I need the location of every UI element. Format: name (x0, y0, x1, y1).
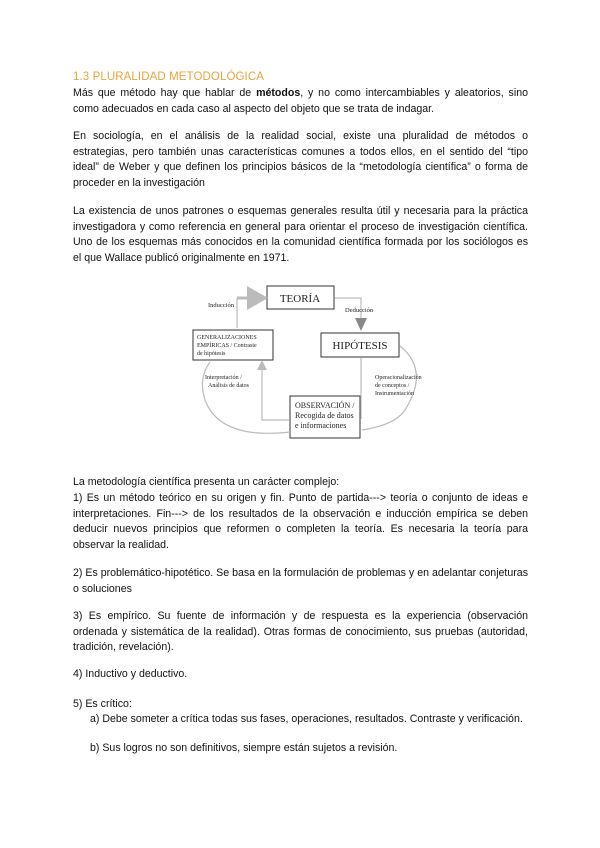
paragraph-sociologia: En sociología, en el análisis de la realidad social, existe una pluralidad de métodos o estrategias, pero también unas características comunes a todos ellos, en el sentido del “tipo ideal” de Weber y que definen los principios básicos de la “metodología científica” o forma de proceder en la investigación (73, 130, 528, 189)
list-item-5a: a) Debe someter a crítica todas sus fases, operaciones, resultados. Contraste y verificación. (90, 713, 523, 725)
operacionalizacion-line2: de conceptos / (375, 383, 410, 389)
paragraph-esquemas: La existencia de unos patrones o esquemas generales resulta útil y necesaria para la práctica investigadora y como referencia en general para orientar el proceso de investigación científica. Uno de los esquemas más conocidos en la comunidad científica formada por los sociólogos es el que Wallace publicó originalmente en 1971. (73, 205, 528, 264)
observacion-line3: e informaciones (295, 421, 347, 430)
deduccion-label: Deducción (345, 307, 374, 314)
arrow-deduccion-head (355, 318, 367, 331)
operacionalizacion-line1: Operacionalización (375, 375, 422, 381)
p1-text-after: , y no como intercambiables y aleatorios, sino como adecuados en cada caso al aspecto del objeto que se trata de indagar. (73, 87, 528, 115)
interpretacion-line2: Análisis de datos (208, 383, 249, 389)
interpretacion-line1: Interpretación / (205, 375, 242, 381)
section-heading: 1.3 PLURALIDAD METODOLÓGICA (73, 71, 265, 83)
generalizaciones-line2: EMPÍRICAS / Contraste (197, 343, 257, 349)
generalizaciones-line3: de hipótesis (197, 351, 226, 357)
list-item-2: 2) Es problemático-hipotético. Se basa en la formulación de problemas y en adelantar conjeturas o soluciones (73, 567, 528, 595)
p1-bold-term: métodos (256, 87, 301, 99)
teoria-label: TEORÍA (279, 293, 321, 305)
induccion-label: Inducción (208, 302, 234, 309)
arrow-left-curve (202, 362, 290, 433)
list-item-5-title: 5) Es crítico: (73, 698, 132, 710)
paragraph-complejo-intro: La metodología científica presenta un carácter complejo: (73, 476, 340, 488)
arrow-interpretacion (262, 362, 289, 420)
list-item-3: 3) Es empírico. Su fuente de información y de respuesta es la experiencia (observación ordenada y sistemática de la realidad). Otras formas de conocimiento, sus pruebas (autoridad, tradición, revelación). (73, 610, 528, 654)
observacion-line1: OBSERVACIÓN / (295, 401, 355, 410)
arrow-hipotesis-down (361, 358, 362, 418)
p1-text-before: Más que método hay que hablar de (73, 87, 257, 99)
list-item-1: 1) Es un método teórico en su origen y fin. Punto de partida---> teoría o conjunto de ideas e interpretaciones. Fin---> de los resultados de la observación e inducción empírica se deben deducir nuevos principios que reformen o completen la teoría. Es necesaria la teoría para observar la realidad. (73, 492, 528, 551)
hipotesis-label: HIPÓTESIS (332, 340, 388, 352)
generalizaciones-line1: GENERALIZACIONES (197, 335, 257, 341)
list-item-5b: b) Sus logros no son definitivos, siempre están sujetos a revisión. (90, 742, 398, 754)
observacion-line2: Recogida de datos (295, 411, 354, 420)
list-item-4: 4) Inductivo y deductivo. (73, 668, 188, 680)
operacionalizacion-line3: Instrumentación (375, 391, 414, 397)
